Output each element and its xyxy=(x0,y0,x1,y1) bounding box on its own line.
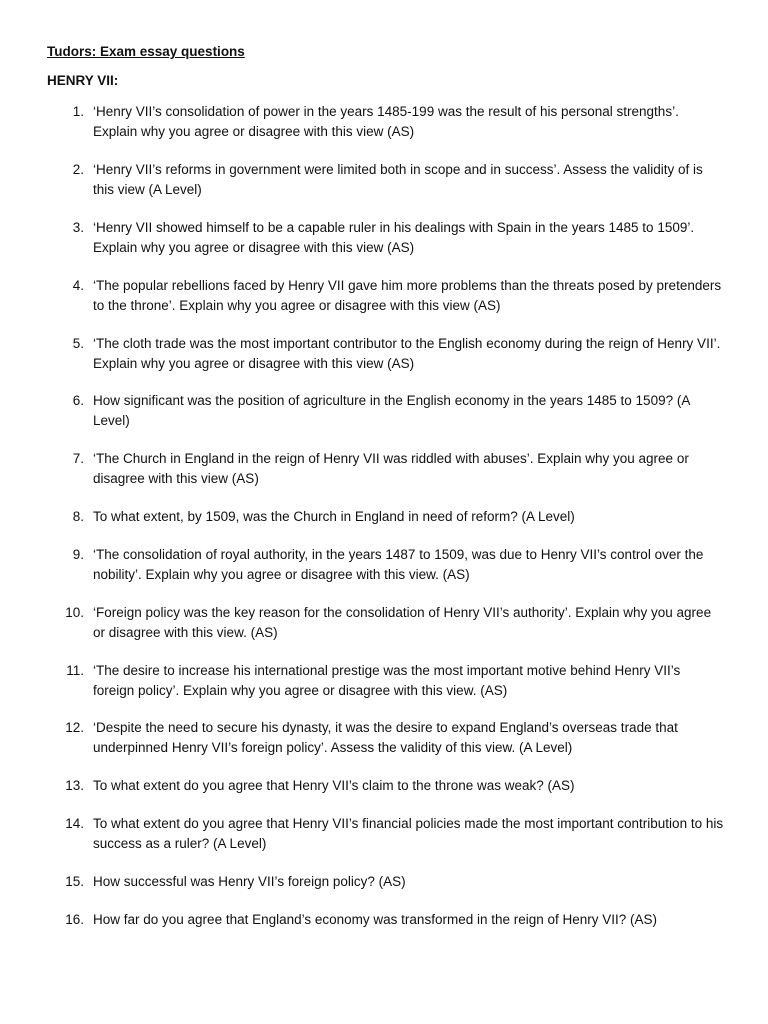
question-number: 8. xyxy=(72,509,84,524)
question-text: How significant was the position of agriculture in the English economy in the years 1485 to 1509? (A Level) xyxy=(93,393,690,428)
question-text: ‘The cloth trade was the most important contributor to the English economy during the reign of Henry VII’. Explain why you agree or disagree with this view (AS) xyxy=(93,336,721,371)
question-text: How far do you agree that England’s economy was transformed in the reign of Henry VII? (AS) xyxy=(93,912,658,927)
question-number: 7. xyxy=(72,451,84,466)
question-text: ‘Henry VII’s reforms in government were limited both in scope and in success’. Assess the validity of is this view (A Level) xyxy=(93,162,703,197)
question-number: 10. xyxy=(65,605,84,620)
question-text: ‘The popular rebellions faced by Henry VII gave him more problems than the threats posed by pretenders to the throne’. Explain why you agree or disagree with this view (AS) xyxy=(93,278,722,313)
question-text: To what extent do you agree that Henry VII’s claim to the throne was weak? (AS) xyxy=(93,778,575,793)
question-number: 4. xyxy=(72,278,84,293)
section-heading: HENRY VII: xyxy=(47,73,119,88)
question-text: To what extent, by 1509, was the Church in England in need of reform? (A Level) xyxy=(93,509,575,524)
question-text: ‘Henry VII’s consolidation of power in the years 1485-199 was the result of his personal strengths’. Explain why you agree or disagree with this view (AS) xyxy=(93,104,679,139)
question-number: 2. xyxy=(72,162,84,177)
question-number: 11. xyxy=(66,663,84,678)
question-number: 6. xyxy=(72,393,84,408)
question-number: 15. xyxy=(65,874,84,889)
question-text: ‘The Church in England in the reign of Henry VII was riddled with abuses’. Explain why you agree or disagree with this view (AS) xyxy=(93,451,689,486)
question-number: 9. xyxy=(72,547,84,562)
question-text: How successful was Henry VII’s foreign policy? (AS) xyxy=(93,874,406,889)
question-text: ‘The consolidation of royal authority, in the years 1487 to 1509, was due to Henry VII’s control over the nobility’. Explain why you agree or disagree with this view. (AS) xyxy=(93,547,704,582)
question-number: 16. xyxy=(65,912,84,927)
document-title: Tudors: Exam essay questions xyxy=(47,44,245,59)
question-text: ‘Foreign policy was the key reason for the consolidation of Henry VII’s authority’. Explain why you agree or disagree with this view. (AS) xyxy=(93,605,712,640)
question-text: ‘Henry VII showed himself to be a capable ruler in his dealings with Spain in the years 1485 to 1509’. Explain why you agree or disagree with this view (AS) xyxy=(93,220,695,255)
question-text: ‘The desire to increase his international prestige was the most important motive behind Henry VII’s foreign policy’. Explain why you agree or disagree with this view. (AS) xyxy=(93,663,681,698)
question-number: 14. xyxy=(65,816,84,831)
question-number: 1. xyxy=(72,104,84,119)
question-number: 13. xyxy=(65,778,84,793)
question-text: To what extent do you agree that Henry VII’s financial policies made the most important contribution to his success as a ruler? (A Level) xyxy=(93,816,724,851)
question-text: ‘Despite the need to secure his dynasty, it was the desire to expand England’s overseas trade that underpinned Henry VII’s foreign policy’. Assess the validity of this view. (A Level) xyxy=(93,720,678,755)
question-number: 12. xyxy=(65,720,84,735)
question-number: 3. xyxy=(72,220,84,235)
question-number: 5. xyxy=(72,336,84,351)
